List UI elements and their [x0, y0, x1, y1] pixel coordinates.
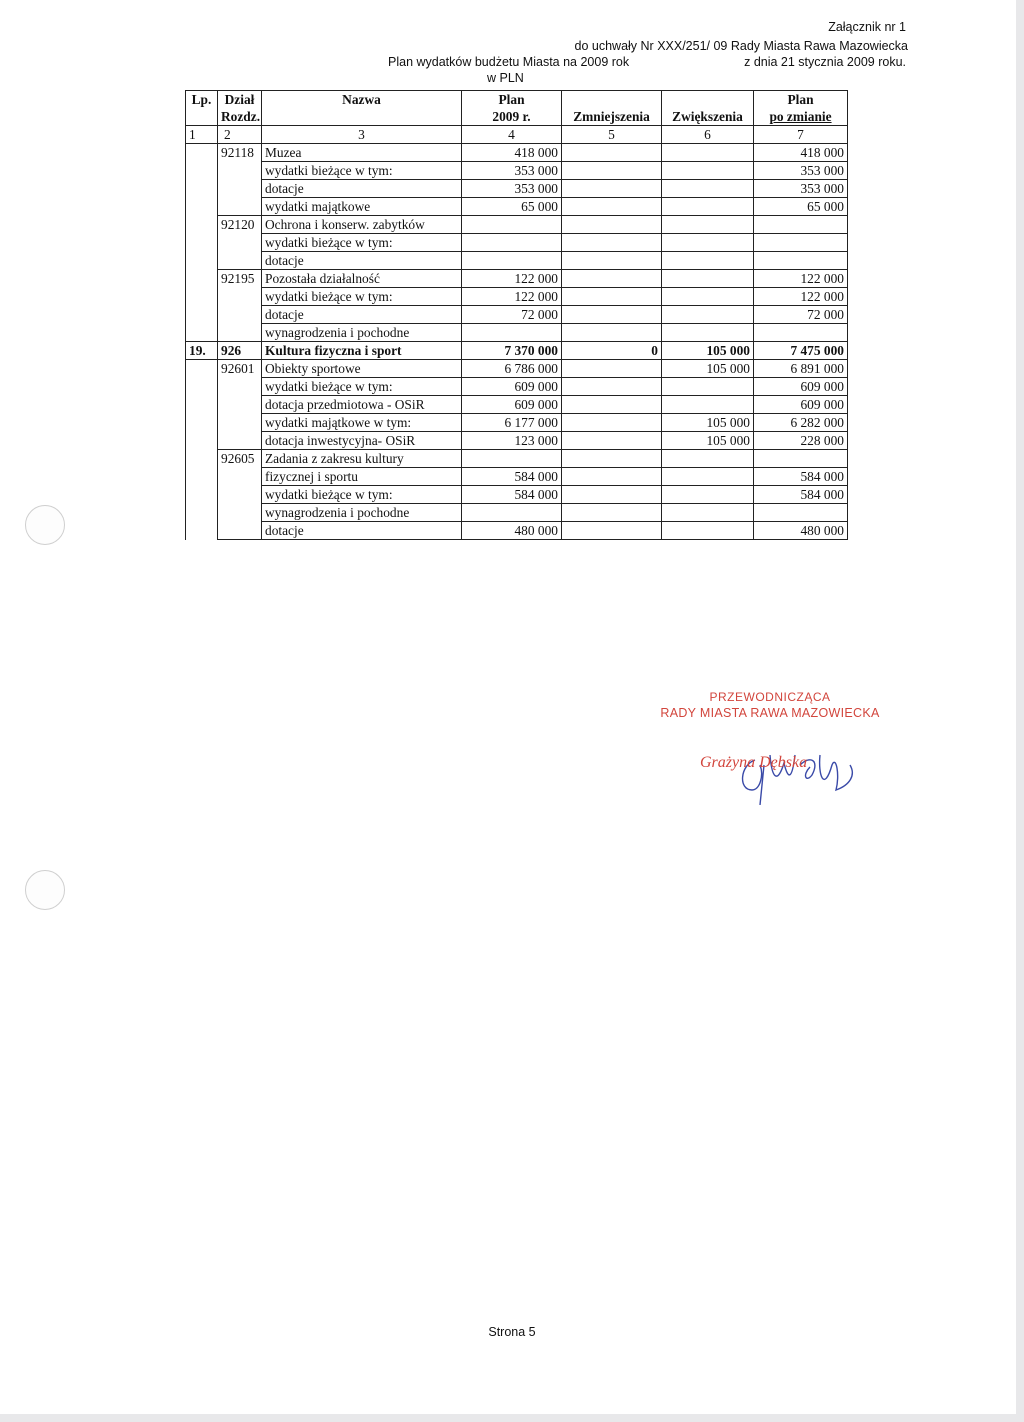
- cell-zwiekszenia: [662, 144, 754, 162]
- table-row: [186, 468, 848, 486]
- col-number: 6: [662, 126, 754, 144]
- cell-nazwa: wydatki bieżące w tym:: [262, 234, 462, 252]
- cell-zwiekszenia: [662, 522, 754, 540]
- cell-zwiekszenia: [662, 198, 754, 216]
- cell-lp: [186, 234, 218, 252]
- col-header-nazwa: Nazwa: [262, 91, 462, 109]
- cell-rozdz: 92120: [218, 216, 262, 234]
- col-header-plan2: Plan: [754, 91, 848, 109]
- cell-rozdz: [218, 396, 262, 414]
- signature-name: Grażyna Dębska: [700, 754, 808, 771]
- table-row-summary: [186, 342, 848, 360]
- cell-zwiekszenia: [662, 234, 754, 252]
- cell-zmniejszenia: [562, 180, 662, 198]
- cell-po-zmianie: 609 000: [754, 396, 848, 414]
- col-header-zwiekszenia: Zwiększenia: [662, 108, 754, 126]
- cell-rozdz: 92605: [218, 450, 262, 468]
- cell-plan: 6 786 000: [462, 360, 562, 378]
- cell-rozdz: [218, 324, 262, 342]
- cell-plan: 6 177 000: [462, 414, 562, 432]
- cell-plan: 353 000: [462, 162, 562, 180]
- cell-po-zmianie: 122 000: [754, 270, 848, 288]
- cell-plan: 123 000: [462, 432, 562, 450]
- cell-zwiekszenia: [662, 324, 754, 342]
- cell-rozdz: [218, 198, 262, 216]
- col-number: 2: [218, 126, 262, 144]
- cell-nazwa: Ochrona i konserw. zabytków: [262, 216, 462, 234]
- cell-zwiekszenia: [662, 162, 754, 180]
- cell-zmniejszenia: [562, 324, 662, 342]
- col-number: 1: [186, 126, 218, 144]
- cell-zwiekszenia: [662, 450, 754, 468]
- cell-po-zmianie: [754, 252, 848, 270]
- table-row: [186, 432, 848, 450]
- summary-plan: 7 370 000: [462, 342, 562, 360]
- cell-plan: [462, 252, 562, 270]
- cell-plan: 584 000: [462, 468, 562, 486]
- cell-plan: 609 000: [462, 378, 562, 396]
- cell-lp: [186, 360, 218, 378]
- table-row: [186, 144, 848, 162]
- cell-zmniejszenia: [562, 396, 662, 414]
- cell-zwiekszenia: [662, 216, 754, 234]
- cell-zmniejszenia: [562, 270, 662, 288]
- cell-zwiekszenia: [662, 252, 754, 270]
- cell-lp: [186, 414, 218, 432]
- col-number: 7: [754, 126, 848, 144]
- cell-rozdz: [218, 162, 262, 180]
- cell-lp: [186, 288, 218, 306]
- cell-rozdz: [218, 522, 262, 540]
- cell-po-zmianie: [754, 234, 848, 252]
- cell-lp: [186, 396, 218, 414]
- cell-nazwa: dotacja inwestycyjna- OSiR: [262, 432, 462, 450]
- cell-po-zmianie: 353 000: [754, 180, 848, 198]
- cell-zwiekszenia: [662, 378, 754, 396]
- table-row: [186, 252, 848, 270]
- cell-zwiekszenia: [662, 306, 754, 324]
- col-number: 4: [462, 126, 562, 144]
- cell-zwiekszenia: [662, 468, 754, 486]
- col-header-zmniejszenia: Zmniejszenia: [562, 108, 662, 126]
- cell-zwiekszenia: [662, 486, 754, 504]
- cell-zmniejszenia: [562, 378, 662, 396]
- cell-rozdz: [218, 306, 262, 324]
- cell-rozdz: 92118: [218, 144, 262, 162]
- table-row: [186, 306, 848, 324]
- cell-nazwa: wydatki bieżące w tym:: [262, 162, 462, 180]
- cell-po-zmianie: 6 891 000: [754, 360, 848, 378]
- cell-zmniejszenia: [562, 144, 662, 162]
- currency-label: w PLN: [487, 71, 524, 85]
- cell-po-zmianie: 418 000: [754, 144, 848, 162]
- cell-nazwa: Obiekty sportowe: [262, 360, 462, 378]
- table-row: [186, 396, 848, 414]
- page-number: Strona 5: [488, 1325, 536, 1339]
- cell-nazwa: dotacje: [262, 522, 462, 540]
- cell-lp: [186, 324, 218, 342]
- summary-zwiekszenia: 105 000: [662, 342, 754, 360]
- stamp-line-2: RADY MIASTA RAWA MAZOWIECKA: [660, 706, 880, 720]
- cell-zmniejszenia: [562, 162, 662, 180]
- cell-po-zmianie: 480 000: [754, 522, 848, 540]
- col-header-po-zmianie: po zmianie: [754, 108, 848, 126]
- table-row: [186, 288, 848, 306]
- cell-nazwa: Muzea: [262, 144, 462, 162]
- cell-plan: [462, 324, 562, 342]
- cell-rozdz: [218, 252, 262, 270]
- cell-nazwa: wydatki bieżące w tym:: [262, 378, 462, 396]
- cell-rozdz: [218, 432, 262, 450]
- cell-po-zmianie: 6 282 000: [754, 414, 848, 432]
- official-stamp: [620, 690, 920, 720]
- cell-rozdz: [218, 486, 262, 504]
- cell-plan: [462, 450, 562, 468]
- cell-po-zmianie: [754, 216, 848, 234]
- cell-rozdz: [218, 468, 262, 486]
- cell-nazwa: wynagrodzenia i pochodne: [262, 324, 462, 342]
- cell-zwiekszenia: [662, 504, 754, 522]
- cell-zmniejszenia: [562, 414, 662, 432]
- cell-nazwa: fizycznej i sportu: [262, 468, 462, 486]
- cell-lp: [186, 468, 218, 486]
- punch-hole-icon: [25, 505, 65, 545]
- cell-plan: [462, 234, 562, 252]
- table-row: [186, 486, 848, 504]
- col-header-plan-year: 2009 r.: [462, 108, 562, 126]
- cell-po-zmianie: [754, 324, 848, 342]
- cell-rozdz: 92601: [218, 360, 262, 378]
- cell-plan: 418 000: [462, 144, 562, 162]
- cell-zwiekszenia: 105 000: [662, 360, 754, 378]
- cell-lp: [186, 378, 218, 396]
- cell-zwiekszenia: [662, 270, 754, 288]
- summary-zmniejszenia: 0: [562, 342, 662, 360]
- table-row: [186, 162, 848, 180]
- cell-rozdz: [218, 378, 262, 396]
- cell-lp: [186, 270, 218, 288]
- cell-nazwa: Zadania z zakresu kultury: [262, 450, 462, 468]
- cell-plan: [462, 504, 562, 522]
- cell-zmniejszenia: [562, 468, 662, 486]
- table-row: [186, 504, 848, 522]
- cell-zmniejszenia: [562, 216, 662, 234]
- cell-nazwa: wydatki bieżące w tym:: [262, 486, 462, 504]
- resolution-date: z dnia 21 stycznia 2009 roku.: [744, 55, 906, 69]
- cell-nazwa: wydatki majątkowe w tym:: [262, 414, 462, 432]
- table-row: [186, 234, 848, 252]
- cell-nazwa: dotacje: [262, 252, 462, 270]
- cell-nazwa: dotacje: [262, 306, 462, 324]
- cell-nazwa: wynagrodzenia i pochodne: [262, 504, 462, 522]
- page-title: Plan wydatków budżetu Miasta na 2009 rok: [388, 55, 630, 69]
- cell-po-zmianie: [754, 504, 848, 522]
- table-row: [186, 360, 848, 378]
- cell-zwiekszenia: 105 000: [662, 414, 754, 432]
- cell-plan: 353 000: [462, 180, 562, 198]
- cell-nazwa: dotacje: [262, 180, 462, 198]
- cell-po-zmianie: 584 000: [754, 486, 848, 504]
- cell-lp: [186, 450, 218, 468]
- cell-lp: [186, 252, 218, 270]
- summary-dzial: 926: [218, 342, 262, 360]
- cell-lp: [186, 180, 218, 198]
- cell-lp: [186, 306, 218, 324]
- cell-po-zmianie: 584 000: [754, 468, 848, 486]
- cell-zmniejszenia: [562, 306, 662, 324]
- col-header-rozdz: Rozdz.: [218, 108, 262, 126]
- cell-zwiekszenia: [662, 180, 754, 198]
- cell-zmniejszenia: [562, 198, 662, 216]
- budget-table: [185, 90, 848, 540]
- table-row: [186, 198, 848, 216]
- cell-zmniejszenia: [562, 288, 662, 306]
- stamp-line-1: PRZEWODNICZĄCA: [709, 690, 831, 704]
- cell-zwiekszenia: 105 000: [662, 432, 754, 450]
- cell-rozdz: 92195: [218, 270, 262, 288]
- table-row: [186, 414, 848, 432]
- table-row: [186, 270, 848, 288]
- table-row: [186, 378, 848, 396]
- cell-lp: [186, 486, 218, 504]
- table-row: [186, 522, 848, 540]
- cell-po-zmianie: 228 000: [754, 432, 848, 450]
- cell-rozdz: [218, 504, 262, 522]
- cell-nazwa: wydatki bieżące w tym:: [262, 288, 462, 306]
- cell-nazwa: Pozostała działalność: [262, 270, 462, 288]
- cell-lp: [186, 216, 218, 234]
- cell-plan: 65 000: [462, 198, 562, 216]
- summary-po-zmianie: 7 475 000: [754, 342, 848, 360]
- col-number: 5: [562, 126, 662, 144]
- resolution-label: do uchwały Nr XXX/251/ 09 Rady Miasta Rawa Mazowiecka: [574, 39, 908, 53]
- cell-zmniejszenia: [562, 432, 662, 450]
- cell-lp: [186, 162, 218, 180]
- col-header-plan: Plan: [462, 91, 562, 109]
- cell-zmniejszenia: [562, 522, 662, 540]
- cell-zmniejszenia: [562, 504, 662, 522]
- attachment-label: Załącznik nr 1: [828, 20, 906, 34]
- cell-lp: [186, 432, 218, 450]
- cell-zwiekszenia: [662, 288, 754, 306]
- cell-plan: 584 000: [462, 486, 562, 504]
- table-row: [186, 324, 848, 342]
- cell-lp: [186, 198, 218, 216]
- cell-lp: [186, 144, 218, 162]
- cell-plan: 480 000: [462, 522, 562, 540]
- cell-plan: [462, 216, 562, 234]
- col-number: 3: [262, 126, 462, 144]
- cell-rozdz: [218, 234, 262, 252]
- summary-lp: 19.: [186, 342, 218, 360]
- cell-po-zmianie: 122 000: [754, 288, 848, 306]
- punch-hole-icon: [25, 870, 65, 910]
- cell-plan: 122 000: [462, 270, 562, 288]
- col-header-lp: Lp.: [186, 91, 218, 109]
- cell-rozdz: [218, 414, 262, 432]
- cell-lp: [186, 504, 218, 522]
- cell-po-zmianie: 72 000: [754, 306, 848, 324]
- cell-rozdz: [218, 180, 262, 198]
- col-header-dzial: Dział: [218, 91, 262, 109]
- summary-nazwa: Kultura fizyczna i sport: [262, 342, 462, 360]
- cell-rozdz: [218, 288, 262, 306]
- cell-zmniejszenia: [562, 360, 662, 378]
- cell-plan: 609 000: [462, 396, 562, 414]
- cell-zmniejszenia: [562, 234, 662, 252]
- cell-po-zmianie: 353 000: [754, 162, 848, 180]
- page-edge-right: [1016, 0, 1024, 1422]
- cell-lp: [186, 522, 218, 540]
- cell-zwiekszenia: [662, 396, 754, 414]
- cell-po-zmianie: 65 000: [754, 198, 848, 216]
- cell-zmniejszenia: [562, 252, 662, 270]
- cell-nazwa: wydatki majątkowe: [262, 198, 462, 216]
- cell-plan: 72 000: [462, 306, 562, 324]
- table-row: [186, 450, 848, 468]
- cell-zmniejszenia: [562, 450, 662, 468]
- cell-zmniejszenia: [562, 486, 662, 504]
- cell-po-zmianie: 609 000: [754, 378, 848, 396]
- cell-nazwa: dotacja przedmiotowa - OSiR: [262, 396, 462, 414]
- cell-plan: 122 000: [462, 288, 562, 306]
- table-row: [186, 216, 848, 234]
- cell-po-zmianie: [754, 450, 848, 468]
- table-row: [186, 180, 848, 198]
- page-edge-bottom: [0, 1414, 1024, 1422]
